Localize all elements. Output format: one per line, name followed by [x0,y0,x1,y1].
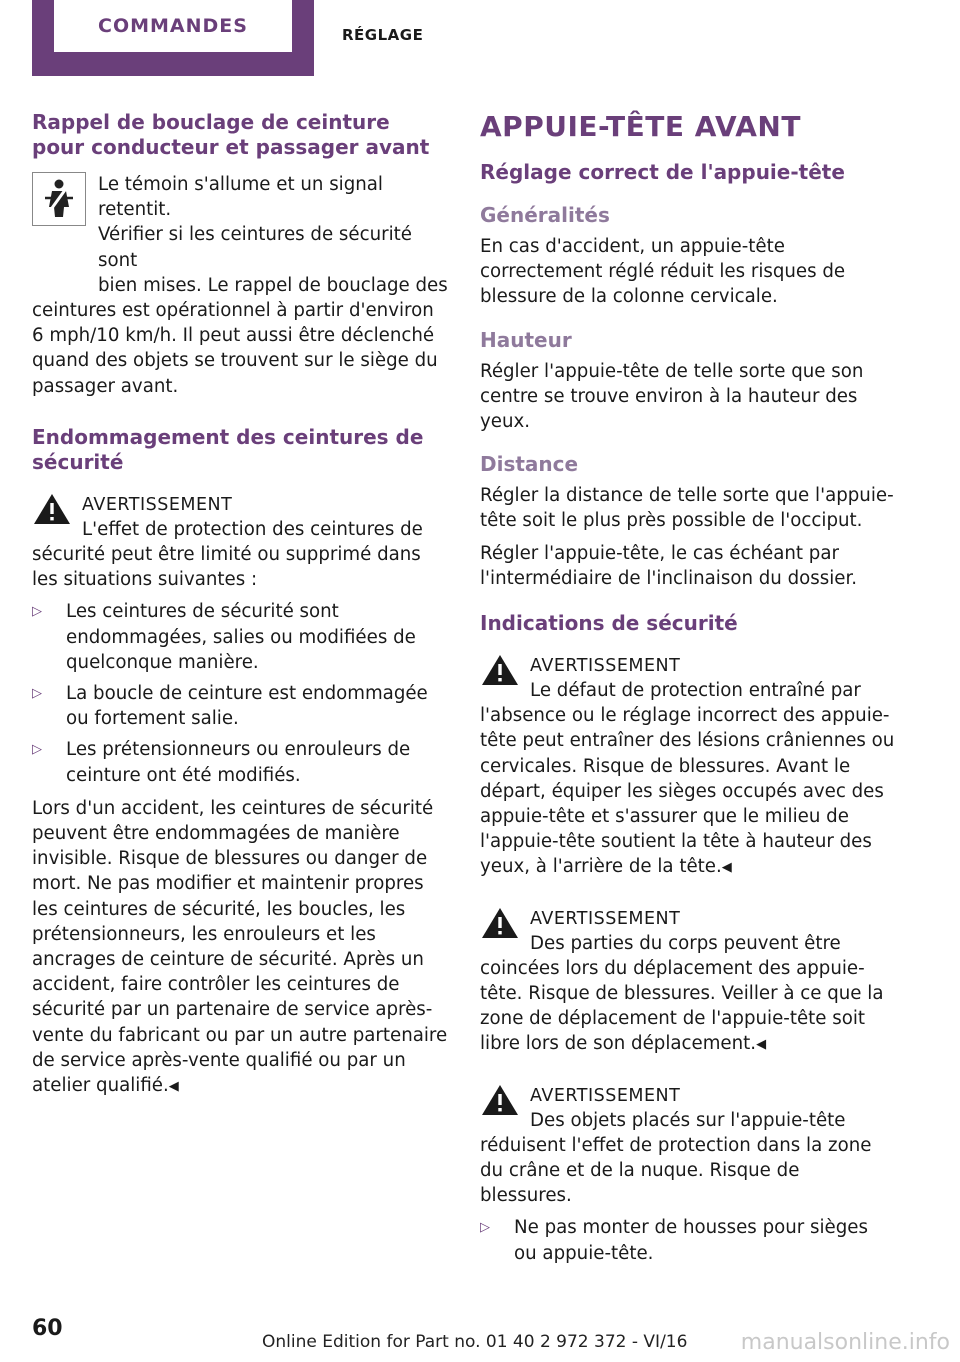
warning-icon [32,491,72,527]
warning-text-body: Des parties du corps peuvent être coincées lors du déplacement des appuie-tête. Risque de blessures. Veiller à ce que la zone de déplacement de l'appuie-tête soit libre lors de son déplacement. [480,932,884,1055]
belt-reminder-block [32,172,448,298]
warning-block-1 [480,650,896,881]
warning-text [32,517,448,593]
section-subtitle: Réglage correct de l'appuie-tête [480,160,845,184]
distance-text-1: Régler la distance de telle sorte que l'appuie-tête soit le plus près possible de l'occiput. [480,485,894,532]
warning-title: AVERTISSEMENT [82,494,233,515]
list-item [32,681,448,731]
warning-icon [480,1082,520,1118]
warning-text-body: Le défaut de protection entraîné par l'absence ou le réglage incorrect des appuie-tête peut entraîner des lésions crâniennes ou cervicales. Risque de blessures. Avant le départ, équiper les sièges occupés avec des appuie-tête et s'assurer que le milieu de l'appuie-tête soutient la tête à hauteur des yeux, à l'arrière de la tête. [480,680,895,878]
bullet-icon: ▷ [480,1220,490,1236]
belt-reminder-text-rest: ceintures est opérationnel à partir d'environ 6 mph/10 km/h. Il peut aussi être déclenché quand des objets se trouvent sur le siège du passager avant. [32,300,438,397]
general-heading: Généralités [480,203,610,227]
warning-title: AVERTISSEMENT [530,1085,681,1106]
bullet-icon: ▷ [32,742,42,758]
list-item-text: Ne pas monter de housses pour sièges ou appuie-tête. [514,1217,868,1264]
bullet-icon: ▷ [32,686,42,702]
warning-block-3 [480,1080,896,1266]
damage-paragraph-text: Lors d'un accident, les ceintures de sécurité peuvent être endommagées de manière invisible. Risque de blessures ou danger de mort. Ne pas modifier et maintenir propres les ceintures de sécurité, les boucles, les prétensionneurs, les enrouleurs et les ancrages de ceinture de sécurité. Après un accident, faire contrôler les ceintures de sécurité par un partenaire de service après-vente du fabricant ou par un autre partenaire de service après-vente qualifié ou par un atelier qualifié. [32,797,448,1097]
page-number: 60 [32,1316,63,1341]
left-column [32,110,448,1106]
section-title: APPUIE-TÊTE AVANT [480,110,801,143]
belt-text-line-3: bien mises. Le rappel de bouclage des [98,274,448,296]
general-text: En cas d'accident, un appuie-tête correctement réglé réduit les risques de blessure de la colonne cervicale. [480,236,846,308]
warning-text-body: Des objets placés sur l'appuie-tête réduisent l'effet de protection dans la zone du crâne et de la nuque. Risque de blessures. [480,1109,872,1207]
list-item-text: Les prétensionneurs ou enrouleurs de ceinture ont été modifiés. [66,739,411,786]
tab-commandes[interactable] [32,0,314,76]
distance-text-2: Régler l'appuie-tête, le cas échéant par l'intermédiaire de l'inclinaison du dossier. [480,542,858,589]
end-mark-icon: ◀ [721,860,732,876]
belt-text-line-2: Vérifier si les ceintures de sécurité sont [98,224,412,271]
warning-title: AVERTISSEMENT [530,656,681,677]
warning-text [480,678,896,881]
belt-reminder-text-lines [98,172,448,298]
watermark: manualsonline.info [740,1330,950,1355]
warning-icon [480,905,520,941]
tab-commandes-label: COMMANDES [54,0,292,52]
warning-text [480,1108,896,1209]
height-heading: Hauteur [480,327,572,352]
list-item [32,599,448,675]
height-text: Régler l'appuie-tête de telle sorte que son centre se trouve environ à la hauteur des yeux. [480,360,864,433]
warning-icon [480,652,520,688]
tab-reglage[interactable]: RÉGLAGE [342,26,424,44]
belt-reminder-heading: Rappel de bouclage de ceinture pour conducteur et passager avant [32,110,430,159]
list-item-text: Les ceintures de sécurité sont endommagées, salies ou modifiées de quelconque manière. [66,601,416,673]
warning-text [480,931,896,1058]
belt-damage-heading: Endommagement des ceintures de sécurité [32,424,424,474]
list-item [32,737,448,787]
damage-bullet-list [32,599,448,787]
safety-heading: Indications de sécurité [480,611,738,636]
bullet-icon: ▷ [32,604,42,620]
end-mark-icon: ◀ [756,1037,767,1053]
belt-text-line-1: Le témoin s'allume et un signal retentit. [98,174,383,221]
warning-text-body: L'effet de protection des ceintures de sécurité peut être limité ou supprimé dans les situations suivantes : [32,518,423,591]
right-column [480,110,896,1274]
warning-title: AVERTISSEMENT [530,908,681,929]
list-item [480,1215,896,1265]
list-item-text: La boucle de ceinture est endommagée ou fortement salie. [66,683,428,730]
distance-heading: Distance [480,452,579,477]
seatbelt-icon [32,172,86,226]
end-mark-icon: ◀ [168,1079,179,1095]
damage-paragraph [32,796,448,1099]
headrest-bullet-list [480,1215,896,1265]
warning-block-2 [480,903,896,1058]
edition-footer: Online Edition for Part no. 01 40 2 972 372 - VI/16 [262,1332,688,1352]
